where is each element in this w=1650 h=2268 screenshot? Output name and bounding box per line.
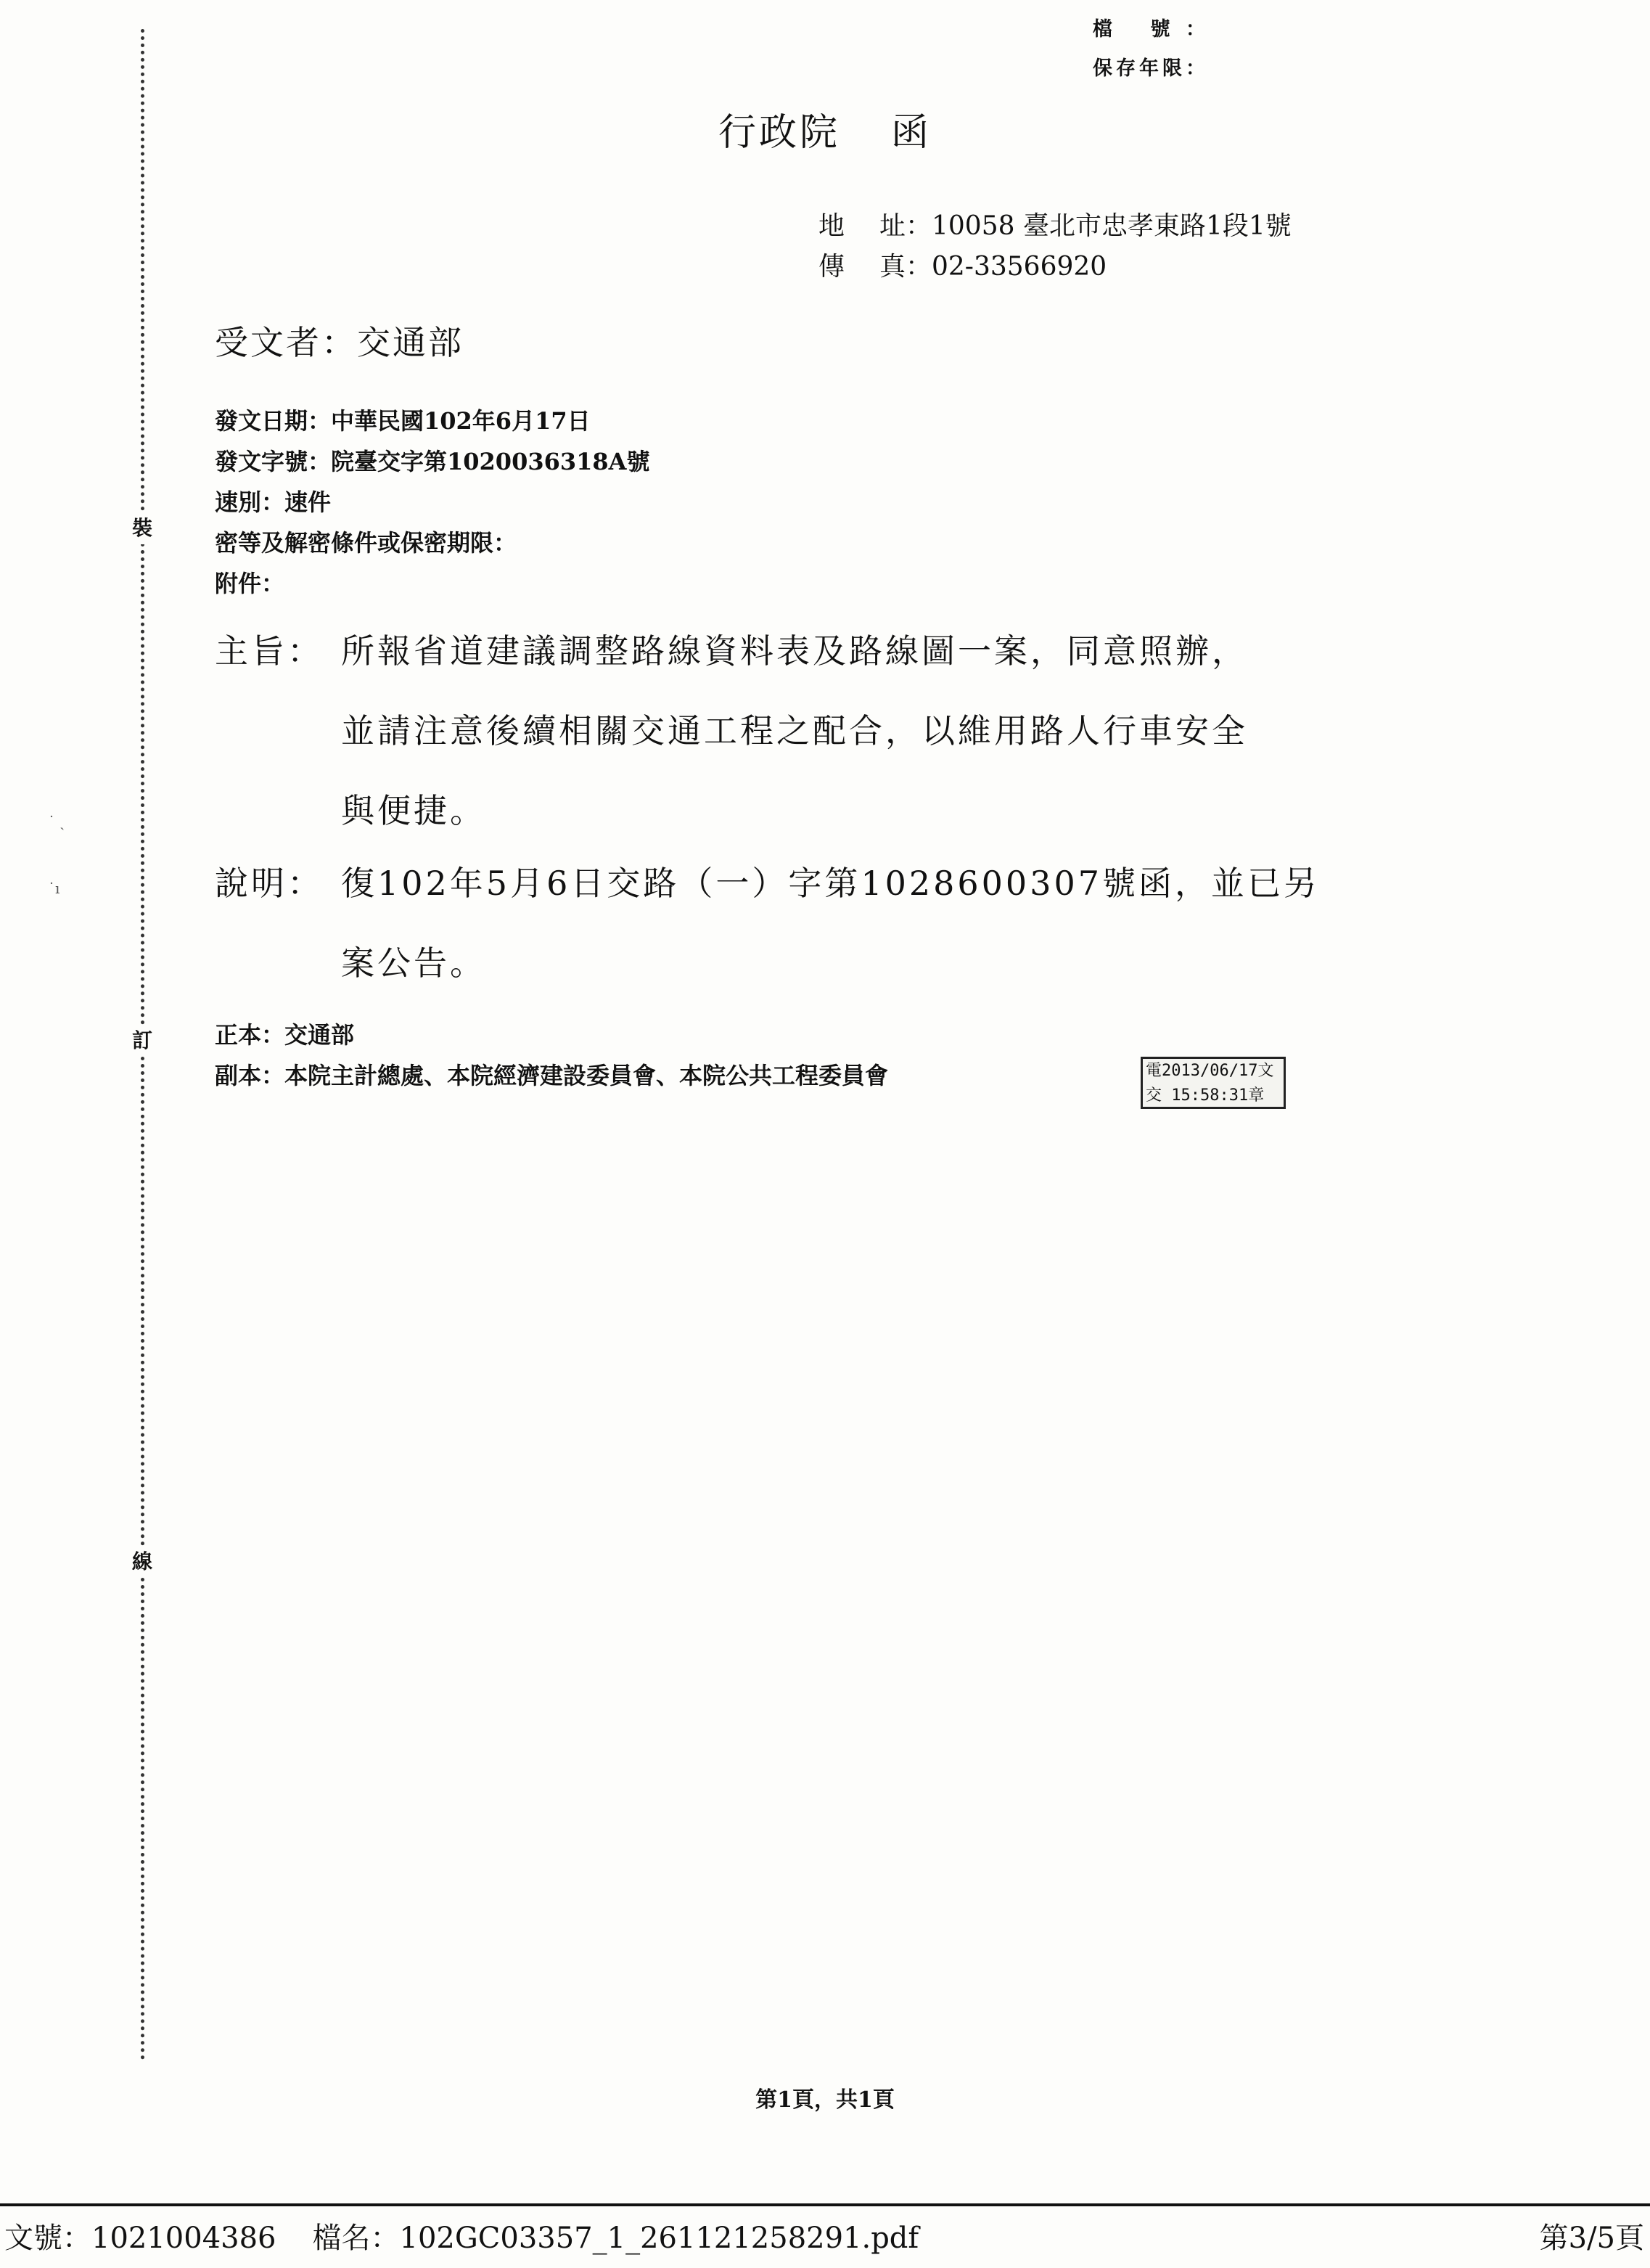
copy-recipients: 副本：本院主計總處、本院經濟建設委員會、本院公共工程委員會: [215, 1062, 889, 1089]
subject-section: [215, 611, 1248, 851]
fax-value: ：02-33566920: [906, 252, 1107, 282]
scan-speck: ˙ ˏ: [48, 813, 65, 830]
binding-label-bind: 裝: [128, 512, 157, 544]
stamp-line: 交 15:58:31章: [1146, 1086, 1265, 1105]
file-info: [1093, 10, 1205, 89]
retention-label: 保存年限：: [1093, 57, 1205, 80]
footer-file-name: 檔名：102GC03357_1_261121258291.pdf: [312, 2222, 919, 2255]
stamp-line: 電2013/06/17文: [1146, 1062, 1274, 1080]
page-number: 第1頁，共1頁: [755, 2087, 895, 2113]
copies-section: [215, 1015, 888, 1096]
scan-speck: ˙ı: [48, 880, 60, 897]
security-level: 密等及解密條件或保密期限：: [215, 529, 517, 557]
document-type: 函: [891, 111, 932, 155]
explanation-section: [215, 843, 1320, 1003]
issue-date: 發文日期：中華民國102年6月17日: [215, 407, 591, 435]
document-title: [0, 102, 1650, 156]
original-recipient: 正本：交通部: [215, 1021, 355, 1049]
binding-label-staple: 訂: [128, 1025, 157, 1057]
document-metadata: [215, 401, 650, 604]
attachment: 附件：: [215, 570, 285, 597]
footer-info: [4, 2215, 919, 2256]
address-value: ：10058 臺北市忠孝東路1段1號: [906, 211, 1292, 241]
explanation-line: 復102年5月6日交路（一）字第1028600307號函，並已另: [341, 864, 1320, 903]
explanation-line: 案公告。: [341, 943, 486, 983]
footer-rule: [0, 2203, 1650, 2206]
file-number-label: 檔 號：: [1093, 18, 1205, 41]
subject-line: 所報省道建議調整路線資料表及路線圖一案，同意照辦，: [341, 631, 1248, 671]
subject-line: 並請注意後續相關交通工程之配合，以維用路人行車安全: [341, 711, 1248, 750]
address-label: 地址: [818, 211, 906, 241]
document-number: 發文字號：院臺交字第1020036318A號: [215, 448, 650, 475]
agency-name: 行政院: [718, 111, 840, 155]
subject-line: 與便捷。: [341, 791, 486, 830]
delivery-speed: 速別：速件: [215, 488, 332, 516]
explanation-label: 說明：: [215, 864, 324, 903]
binding-label-line: 線: [128, 1546, 157, 1578]
fax-label: 傳 真: [818, 252, 906, 282]
address-block: [818, 206, 1292, 287]
footer-doc-number: 文號：1021004386: [4, 2222, 276, 2255]
recipient: 受文者：交通部: [215, 323, 464, 362]
receipt-stamp: [1141, 1057, 1286, 1109]
subject-label: 主旨：: [215, 631, 324, 671]
footer-page: 第3/5頁: [1539, 2222, 1644, 2255]
